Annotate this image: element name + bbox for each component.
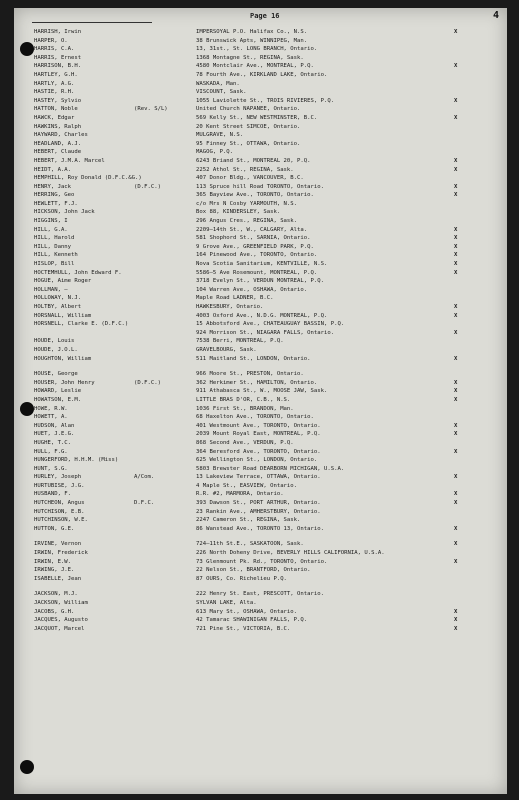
entry-address: 3718 Evelyn St., VERDUN MONTREAL, P.Q. <box>196 278 324 285</box>
entry-name: HUET, J.E.G. <box>34 431 75 438</box>
entry-mark: X <box>454 379 458 386</box>
entry-name: HILL, Harold <box>34 235 75 242</box>
entry-name: HARRIS, Ernest <box>34 54 82 61</box>
entry-address: 78 Fourth Ave., KIRKLAND LAKE, Ontario. <box>196 71 328 78</box>
entry-address: HAWKESBURY, Ontario. <box>196 304 264 310</box>
entry-name: HOCTEMHULL, John Edward F. <box>34 269 122 276</box>
list-item <box>34 303 494 312</box>
entry-note: D.F.C. <box>134 500 155 507</box>
entry-address: 924 Morrison St., NIAGARA FALLS, Ontario. <box>196 329 335 336</box>
list-item <box>34 80 494 89</box>
page-title: Page 16 <box>250 12 280 20</box>
entry-address: 15 Abbotsford Ave., CHATEAUGUAY BASSIN, P.Q. <box>196 321 345 328</box>
list-item <box>34 379 494 388</box>
list-item <box>34 608 494 617</box>
entry-name: HURLEY, Joseph <box>34 474 82 481</box>
entry-address: 4003 Oxford Ave., N.D.G. MONTREAL, P.Q. <box>196 312 328 319</box>
entry-name: HEMPHILL, Roy Donald (D.F.C.&G.) <box>34 175 142 182</box>
entry-name: HOLLOWAY, N.J. <box>34 295 82 302</box>
entry-name: HOLTBY, Albert <box>34 304 82 310</box>
entry-address: 104 Warren Ave., OSHAWA, Ontario. <box>196 286 308 293</box>
entry-mark: X <box>454 261 458 268</box>
entry-name: HOUDE, J.O.L. <box>34 346 78 353</box>
entry-name: HARRIS, C.A. <box>34 46 75 53</box>
list-item <box>34 525 494 534</box>
list-item <box>34 217 494 226</box>
entry-address: 364 Beresford Ave., TORONTO, Ontario. <box>196 448 321 455</box>
entry-name: HAWCK, Edgar <box>34 114 75 121</box>
entry-name: HUTCHEON, Angus <box>34 500 85 507</box>
entry-mark: X <box>454 525 458 532</box>
entry-mark: X <box>454 625 458 632</box>
entry-name: HUNGERFORD, H.H.M. (Miss) <box>34 457 119 464</box>
entry-address: 911 Athabasca St., W., MOOSE JAW, Sask. <box>196 388 328 395</box>
entry-note: A/Com. <box>134 474 155 481</box>
entry-name: HARRISH, Irwin <box>34 29 82 35</box>
entry-name: HORSNALL, William <box>34 312 92 319</box>
list-item <box>34 540 494 549</box>
entry-address: VISCOUNT, Sask. <box>196 89 247 96</box>
entry-mark: X <box>454 157 458 164</box>
list-item <box>34 346 494 355</box>
entry-address: 7538 Berri, MONTREAL, P.Q. <box>196 338 284 345</box>
entry-name: HOGUE, Aime Roger <box>34 278 92 285</box>
entry-address: 38 Brunswick Apts, WINNIPEG, Man. <box>196 37 308 44</box>
list-item <box>34 105 494 114</box>
entry-address: IMPERSOYAL P.O. Halifax Co., N.S. <box>196 29 308 35</box>
entry-address: GRAVELBOURG, Sask. <box>196 346 257 353</box>
punch-hole <box>20 42 34 56</box>
entry-mark: X <box>454 617 458 624</box>
list-item <box>34 337 494 346</box>
entry-address: 2252 Athol St., REGINA, Sask. <box>196 166 294 173</box>
list-item <box>34 148 494 157</box>
entry-address: 86 Wanstead Ave., TORONTO 13, Ontario. <box>196 525 324 532</box>
list-item <box>34 490 494 499</box>
list-item <box>34 387 494 396</box>
list-item <box>34 71 494 80</box>
entry-mark: X <box>454 29 458 35</box>
entry-mark: X <box>454 329 458 336</box>
list-item <box>34 269 494 278</box>
entry-mark: X <box>454 63 458 70</box>
list-item <box>34 499 494 508</box>
entry-address: Box 88, KINDERSLEY, Sask. <box>196 209 281 216</box>
list-item <box>34 37 494 46</box>
entry-address: 5586—5 Ave Rosemount, MONTREAL, P.Q. <box>196 269 318 276</box>
entry-name: HARTLEY, G.H. <box>34 71 78 78</box>
entry-name: HOUSER, John Henry <box>34 379 95 386</box>
list-item <box>34 482 494 491</box>
list-item <box>34 28 494 37</box>
entry-name: HEBERT, Claude <box>34 149 82 156</box>
entry-address: 4580 Montclair Ave., MONTREAL, P.Q. <box>196 63 314 70</box>
list-item <box>34 260 494 269</box>
entry-address: 365 Bayview Ave., TORONTO, Ontario. <box>196 192 314 199</box>
entry-address: United Church NAPANEE, Ontario. <box>196 106 301 113</box>
entry-name: HEBERT, J.M.A. Marcel <box>34 157 105 164</box>
list-item <box>34 329 494 338</box>
document-page <box>14 8 507 794</box>
list-item <box>34 566 494 575</box>
entry-name: HILL, Danny <box>34 243 72 250</box>
entry-address: 296 Angus Cres., REGINA, Sask. <box>196 218 298 225</box>
list-item <box>34 396 494 405</box>
list-item <box>34 62 494 71</box>
entry-name: HOUDE, Louis <box>34 338 75 345</box>
entry-mark: X <box>454 474 458 481</box>
entry-mark: X <box>454 558 458 565</box>
entry-address: 613 Mary St., OSHAWA, Ontario. <box>196 608 298 615</box>
entry-address: 581 Shophord St., SARNIA, Ontario. <box>196 235 311 242</box>
list-item <box>34 157 494 166</box>
entry-mark: X <box>454 97 458 104</box>
entry-note: (Rev. S/L) <box>134 106 168 113</box>
list-item <box>34 370 494 379</box>
entry-mark: X <box>454 312 458 319</box>
entry-address: 2247 Cameron St., REGINA, Sask. <box>196 517 301 524</box>
address-list <box>34 28 494 633</box>
list-item <box>34 166 494 175</box>
list-item <box>34 294 494 303</box>
list-item <box>34 616 494 625</box>
entry-name: HOWETT, A. <box>34 414 68 421</box>
list-item <box>34 174 494 183</box>
entry-name: HUTTON, G.E. <box>34 525 75 532</box>
entry-name: HOLLMAN, — <box>34 286 68 293</box>
entry-mark: X <box>454 166 458 173</box>
entry-mark: X <box>454 183 458 190</box>
entry-mark: X <box>454 541 458 548</box>
entry-mark: X <box>454 491 458 498</box>
entry-address: 1055 Laviolette St., TROIS RIVIERES, P.Q. <box>196 97 335 104</box>
list-item <box>34 508 494 517</box>
entry-mark: X <box>454 192 458 199</box>
list-item <box>34 191 494 200</box>
list-item <box>34 183 494 192</box>
entry-mark: X <box>454 388 458 395</box>
entry-note: (D.F.C.) <box>134 379 161 386</box>
entry-address: 2039 Mount Royal East, MONTREAL, P.Q. <box>196 431 321 438</box>
entry-name: IRWIN, Frederick <box>34 550 88 557</box>
entry-address: 625 Wellington St., LONDON, Ontario. <box>196 457 318 464</box>
entry-mark: X <box>454 252 458 259</box>
entry-name: HASTIE, R.H. <box>34 89 75 96</box>
list-item <box>34 234 494 243</box>
entry-mark: X <box>454 431 458 438</box>
entry-name: JACOBS, G.H. <box>34 608 75 615</box>
entry-address: 113 Spruce hill Road TORONTO, Ontario. <box>196 183 324 190</box>
entry-address: 721 Pine St., VICTORIA, B.C. <box>196 625 291 632</box>
entry-name: HIGGINS, I <box>34 218 68 225</box>
entry-name: HOWARD, Leslie <box>34 388 82 395</box>
list-item <box>34 405 494 414</box>
entry-address: 407 Donor Bldg., VANCOUVER, B.C. <box>196 175 304 182</box>
list-item <box>34 599 494 608</box>
entry-name: JACKSON, M.J. <box>34 591 78 598</box>
entry-name: HILL, G.A. <box>34 226 68 233</box>
entry-name: HUDSON, Alan <box>34 422 75 429</box>
list-item <box>34 208 494 217</box>
entry-mark: X <box>454 355 458 362</box>
entry-address: 5803 Brewster Road DEARBORN MICHIGAN, U.S.A. <box>196 465 345 472</box>
punch-hole <box>20 760 34 774</box>
entry-mark: X <box>454 114 458 121</box>
entry-name: JACQUES, Augusto <box>34 617 88 624</box>
list-item <box>34 516 494 525</box>
header-rule <box>32 22 152 23</box>
list-item <box>34 456 494 465</box>
entry-name: HARTLY, A.G. <box>34 80 75 87</box>
list-item <box>34 312 494 321</box>
entry-name: HUNT, S.G. <box>34 465 68 472</box>
list-item <box>34 123 494 132</box>
entry-address: 87 OURS, Co. Richelieu P.Q. <box>196 575 287 582</box>
entry-address: 569 Kelly St., NEW WESTMINSTER, B.C. <box>196 114 318 121</box>
list-item <box>34 243 494 252</box>
list-item <box>34 45 494 54</box>
list-item <box>34 549 494 558</box>
list-item <box>34 140 494 149</box>
entry-mark: X <box>454 235 458 242</box>
list-item <box>34 200 494 209</box>
entry-address: 393 Dawson St., PORT ARTHUR, Ontario. <box>196 500 321 507</box>
list-item <box>34 355 494 364</box>
list-item <box>34 226 494 235</box>
entry-name: HOWE, R.W. <box>34 405 68 412</box>
entry-mark: X <box>454 608 458 615</box>
entry-address: 966 Moore St., PRESTON, Ontario. <box>196 371 304 378</box>
entry-name: HEWLETT, F.J. <box>34 200 78 207</box>
entry-name: HENRY, Jack <box>34 183 72 190</box>
entry-address: 724—11th St.E., SASKATOON, Sask. <box>196 541 304 548</box>
entry-address: MAGOG, P.Q. <box>196 149 234 156</box>
entry-name: HATTON, Noble <box>34 106 78 113</box>
list-item <box>34 286 494 295</box>
list-item <box>34 54 494 63</box>
entry-address: LITTLE BRAS D'OR, C.B., N.S. <box>196 396 291 403</box>
entry-address: 68 Haxelton Ave., TORONTO, Ontario. <box>196 414 314 421</box>
entry-address: 9 Grove Ave., GREENFIELD PARK, P.Q. <box>196 243 314 250</box>
entry-name: HICKSON, John Jack <box>34 209 95 216</box>
entry-name: HOUSE, George <box>34 371 78 378</box>
entry-name: HAYWARD, Charles <box>34 132 88 139</box>
entry-address: 401 Westmount Ave., TORONTO, Ontario. <box>196 422 321 429</box>
entry-address: 868 Second Ave., VERDUN, P.Q. <box>196 439 294 446</box>
list-item <box>34 320 494 329</box>
entry-mark: X <box>454 422 458 429</box>
entry-name: JACQUOT, Marcel <box>34 625 85 632</box>
entry-name: HERRING, Geo <box>34 192 75 199</box>
entry-address: 164 Pinewood Ave., TORONTO, Ontario. <box>196 252 318 259</box>
entry-mark: X <box>454 269 458 276</box>
entry-address: 2209—14th St., W., CALGARY, Alta. <box>196 226 308 233</box>
entry-mark: X <box>454 226 458 233</box>
page-corner-mark: 4 <box>492 10 499 21</box>
punch-hole <box>20 402 34 416</box>
list-item <box>34 625 494 634</box>
list-item <box>34 430 494 439</box>
entry-name: HURTUBISE, J.G. <box>34 482 85 489</box>
entry-address: 95 Finney St., OTTAWA, Ontario. <box>196 140 301 147</box>
entry-address: Maple Road LADNER, B.C. <box>196 295 274 302</box>
list-item <box>34 114 494 123</box>
list-item <box>34 422 494 431</box>
entry-name: HUTCHINSON, W.E. <box>34 517 88 524</box>
list-item <box>34 88 494 97</box>
entry-name: HILL, Kenneth <box>34 252 78 259</box>
entry-name: IRWING, J.E. <box>34 567 75 574</box>
entry-address: MULGRAVE, N.S. <box>196 132 244 139</box>
list-item <box>34 439 494 448</box>
entry-name: IRVINE, Vernon <box>34 541 82 548</box>
entry-note: (D.F.C.) <box>134 183 161 190</box>
entry-name: HULL, F.G. <box>34 448 68 455</box>
entry-name: JACKSON, William <box>34 600 88 606</box>
list-item <box>34 97 494 106</box>
entry-name: HORSNELL, Clarke E. (D.F.C.) <box>34 321 129 328</box>
list-item <box>34 277 494 286</box>
entry-address: 4 Maple St., EASVIEW, Ontario. <box>196 482 298 489</box>
entry-name: HASTEY, Sylvio <box>34 97 82 104</box>
entry-mark: X <box>454 243 458 250</box>
entry-name: HUGHE, T.C. <box>34 439 72 446</box>
entry-name: HUSBAND, F. <box>34 491 72 498</box>
entry-address: 22 Nelson St., BRANTFORD, Ontario. <box>196 567 311 574</box>
entry-address: 23 Rankin Ave., AMHERSTBURY, Ontario. <box>196 508 321 515</box>
list-item <box>34 413 494 422</box>
entry-address: 73 Glenmount Pk. Rd., TORONTO, Ontario. <box>196 558 328 565</box>
entry-address: 362 Herkimer St., HAMILTON, Ontario. <box>196 379 318 386</box>
entry-name: HARPER, O. <box>34 37 68 44</box>
entry-name: HOWATSON, E.M. <box>34 396 82 403</box>
entry-address: 511 Maitland St., LONDON, Ontario. <box>196 355 311 362</box>
entry-name: HEADLAND, A.J. <box>34 140 82 147</box>
entry-address: 42 Tamarac SHAWINIGAN FALLS, P.Q. <box>196 617 308 624</box>
entry-mark: X <box>454 396 458 403</box>
list-item <box>34 558 494 567</box>
entry-mark: X <box>454 500 458 507</box>
list-item <box>34 465 494 474</box>
entry-name: HOUGHTON, William <box>34 355 92 362</box>
entry-address: WASKADA, Man. <box>196 80 240 87</box>
entry-address: Nova Scotia Sanitarium, KENTVILLE, N.S. <box>196 261 328 268</box>
entry-mark: X <box>454 304 458 310</box>
entry-name: ISABELLE, Jean <box>34 575 82 582</box>
list-item <box>34 473 494 482</box>
entry-name: HEIDT, A.A. <box>34 166 72 173</box>
entry-name: HUTCHISON, E.B. <box>34 508 85 515</box>
list-item <box>34 131 494 140</box>
list-item <box>34 575 494 584</box>
entry-address: 1036 First St., BRANDON, Man. <box>196 405 294 412</box>
entry-address: SYLVAN LAKE, Alta. <box>196 600 257 606</box>
list-item <box>34 590 494 599</box>
entry-name: IRWIN, E.W. <box>34 558 72 565</box>
entry-address: 226 North Doheny Drive, BEVERLY HILLS CALIFORNIA, U.S.A. <box>196 550 385 557</box>
entry-address: 20 Kent Street SIMCOE, Ontario. <box>196 123 301 130</box>
list-item <box>34 251 494 260</box>
entry-name: HISLOP, Bill <box>34 261 75 268</box>
entry-name: HARRISON, B.H. <box>34 63 82 70</box>
entry-address: 13 Lakeview Terrace, OTTAWA, Ontario. <box>196 474 321 481</box>
entry-name: HAWKINS, Ralph <box>34 123 82 130</box>
entry-address: c/o Mrs N Cosby YARMOUTH, N.S. <box>196 200 298 207</box>
list-item <box>34 448 494 457</box>
entry-address: 6243 Briand St., MONTREAL 20, P.Q. <box>196 157 311 164</box>
entry-address: 222 Henry St. East, PRESCOTT, Ontario. <box>196 591 324 598</box>
entry-address: 13, 31st., St. LONG BRANCH, Ontario. <box>196 46 318 53</box>
entry-address: R.R. #2, MARMORA, Ontario. <box>196 491 284 498</box>
entry-mark: X <box>454 448 458 455</box>
entry-address: 1368 Montagne St., REGINA, Sask. <box>196 54 304 61</box>
